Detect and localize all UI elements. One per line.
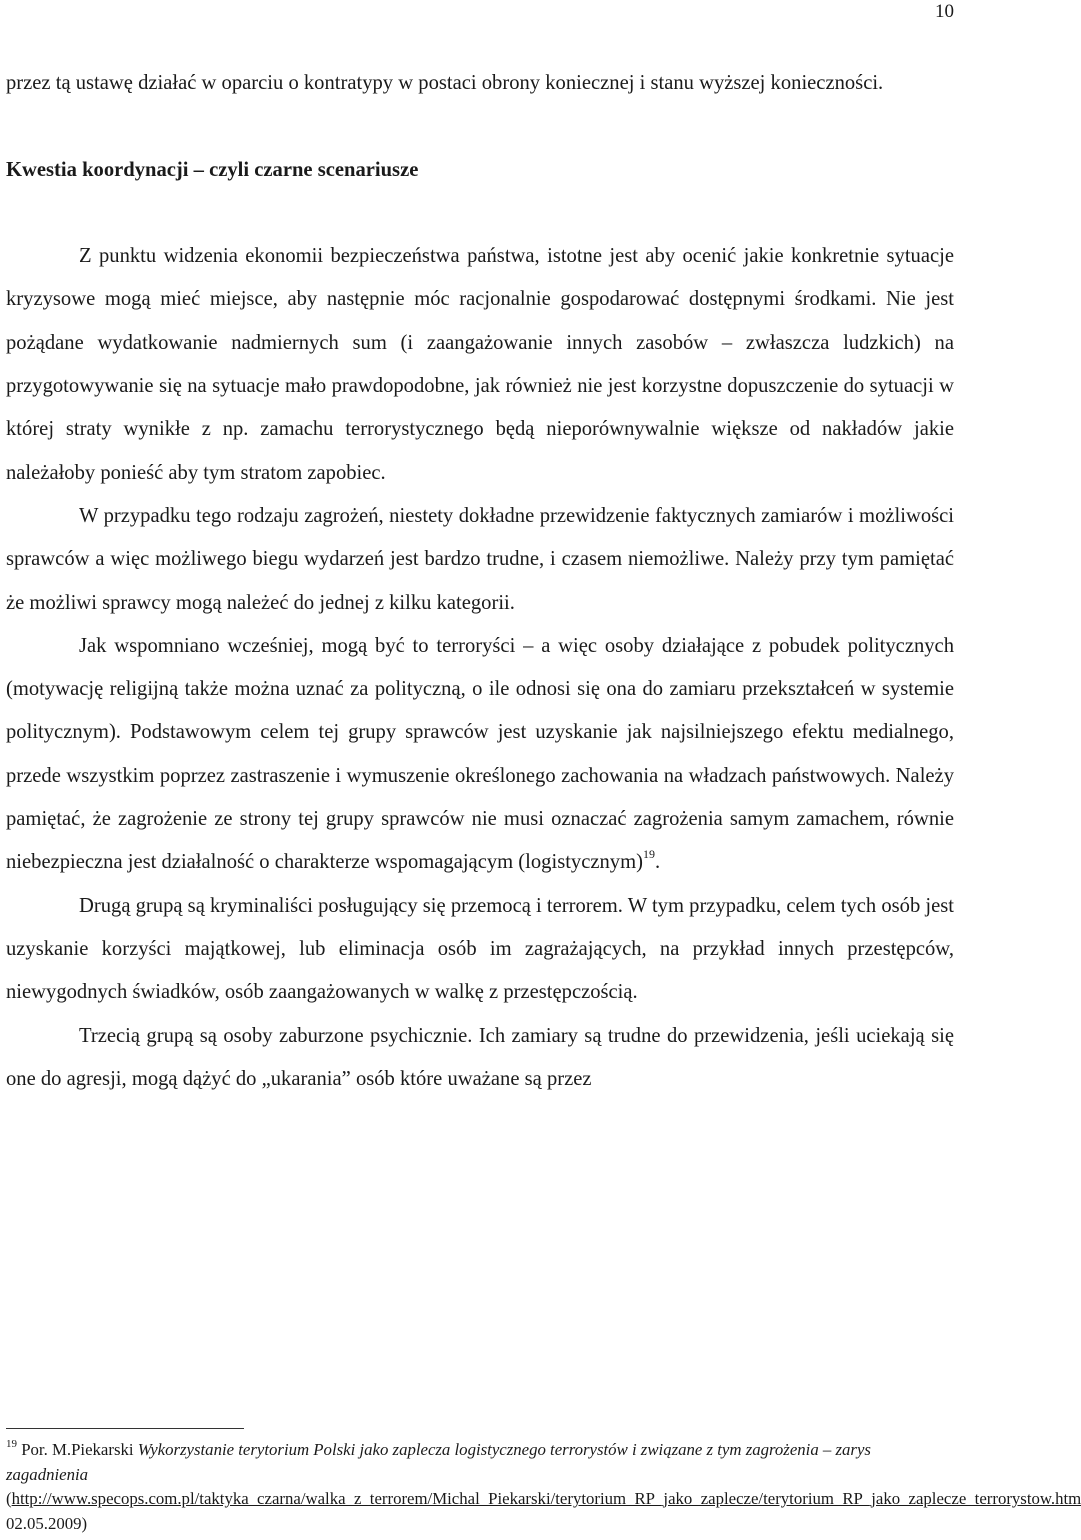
footnote-open-paren: ( — [6, 1489, 12, 1508]
footnote — [6, 1438, 1081, 1536]
paragraph-3 — [6, 625, 954, 885]
paragraph-3-end: . — [654, 851, 661, 874]
document-body — [6, 62, 954, 1101]
footnote-link[interactable]: http://www.specops.com.pl/taktyka_czarna/walka_z_terrorem/Michal_Piekarski/terytorium_RP_jako_zaplecze/terytorium_RP_jako_zaplecze_terrorystow.htm — [11, 1489, 1081, 1508]
paragraph-2: W przypadku tego rodzaju zagrożeń, niestety dokładne przewidzenie faktycznych zamiarów i możliwości sprawców a więc możliwego biegu wydarzeń jest bardzo trudne, i czasem niemożliwe. Należy przy tym pamiętać że możliwi sprawcy mogą należeć do jednej z kilku kategorii. — [6, 504, 954, 614]
paragraph-1: Z punktu widzenia ekonomii bezpieczeństwa państwa, istotne jest aby ocenić jakie konkretnie sytuacje kryzysowe mogą mieć miejsce, aby następnie móc racjonalnie gospodarować dostępnymi środkami. Nie jest pożądane wydatkowanie nadmiernych sum (i zaangażowanie innych zasobów – zwłaszcza ludzkich) na przygotowywanie się na sytuacje mało prawdopodobne, jak również nie jest korzystne dopuszczenie do sytuacji w której straty wynikłe z np. zamachu terrorystycznego będą nieporównywalnie większe od nakładów jakie należałoby ponieść aby tym stratom zapobiec. — [6, 245, 954, 484]
footnote-author: Por. M.Piekarski — [17, 1440, 138, 1459]
footnote-title: Wykorzystanie terytorium Polski jako zaplecza logistycznego terrorystów i związane z tym zagrożenia – zarys zagadnienia — [6, 1440, 871, 1484]
paragraph-4: Drugą grupą są kryminaliści posługujący się przemocą i terrorem. W tym przypadku, celem tych osób jest uzyskanie korzyści majątkowej, lub eliminacja osób im zagrażających, na przykład innych przestępców, niewygodnych świadków, osób zaangażowanych w walkę z przestępczością. — [6, 894, 954, 1004]
footnote-marker: 19 — [6, 1438, 17, 1451]
footnote-separator — [6, 1428, 244, 1429]
paragraph-continuation: przez tą ustawę działać w oparciu o kontratypy w postaci obrony koniecznej i stanu wyższej konieczności. — [6, 72, 884, 94]
spacer — [6, 192, 954, 235]
paragraph-5: Trzecią grupą są osoby zaburzone psychicznie. Ich zamiary są trudne do przewidzenia, jeśli uciekają się one do agresji, mogą dążyć do „ukarania” osób które uważane są przez — [6, 1024, 954, 1090]
section-heading: Kwestia koordynacji – czyli czarne scenariusze — [6, 158, 419, 181]
page-number: 10 — [935, 1, 954, 22]
paragraph-3-text: Jak wspomniano wcześniej, mogą być to terroryści – a więc osoby działające z pobudek politycznych (motywację religijną także można uznać za polityczną, o ile odnosi się ona do zamiaru przekształceń w systemie politycznym). Podstawowym celem tej grupy sprawców jest uzyskanie jak najsilniejszego efektu medialnego, przede wszystkim poprzez zastraszenie i wymuszenie określonego zachowania na władzach państwowych. Należy pamiętać, że zagrożenie ze strony tej grupy sprawców nie musi oznaczać zagrożenia samym zamachem, równie niebezpieczna jest działalność o charakterze wspomagającym (logistycznym) — [6, 634, 954, 874]
spacer — [6, 105, 954, 148]
footnote-reference[interactable]: 19 — [642, 847, 655, 862]
footnote-date: 02.05.2009) — [6, 1513, 88, 1533]
